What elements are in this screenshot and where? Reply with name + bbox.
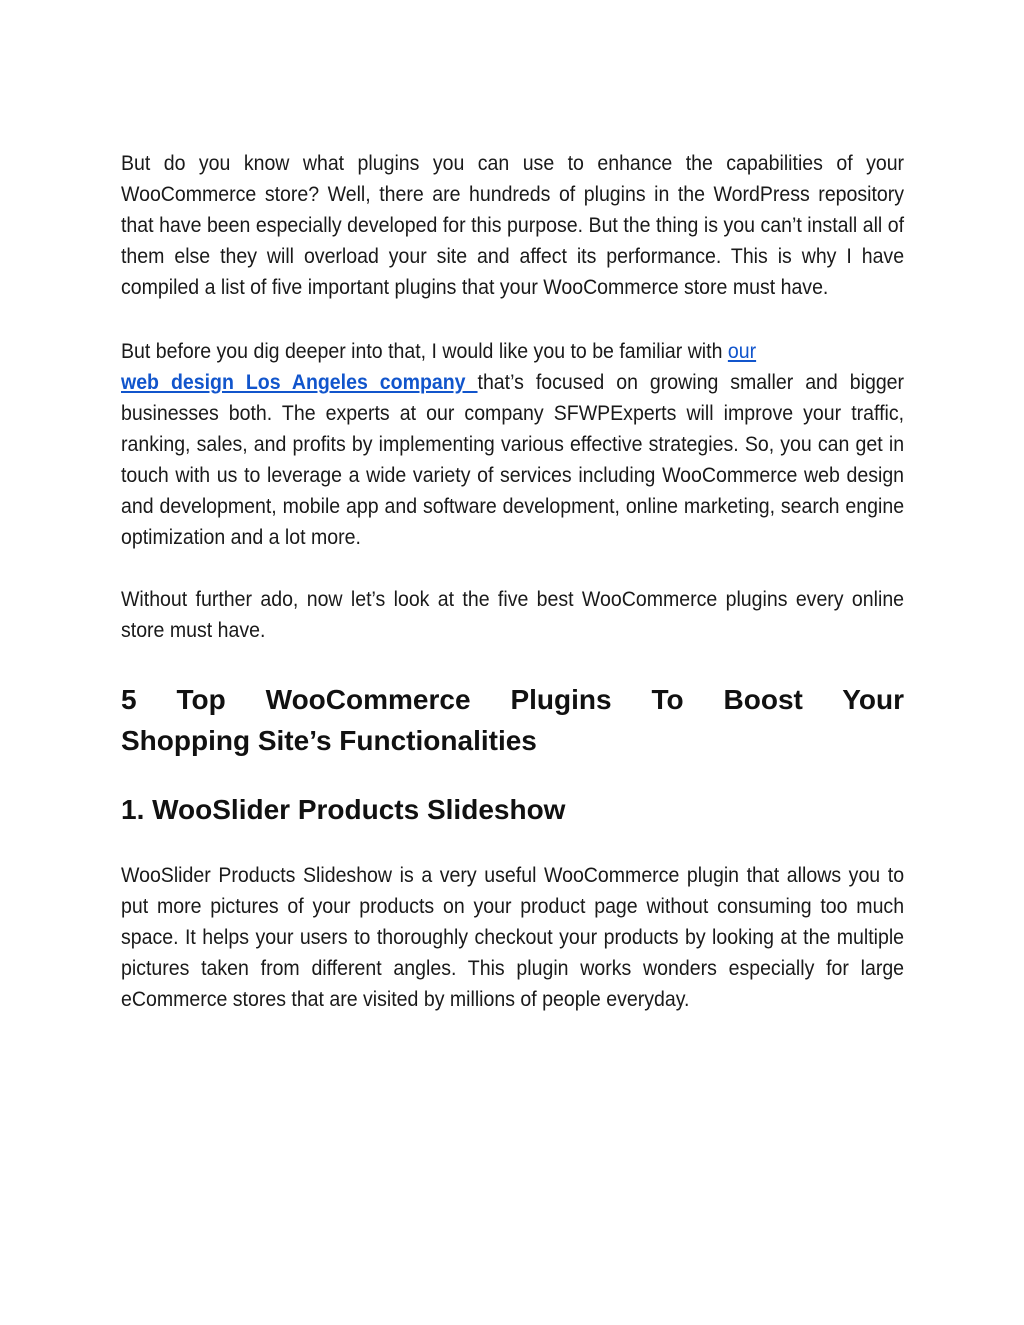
document-page — [121, 148, 904, 1015]
section-heading: 1. WooSlider Products Slideshow — [121, 794, 566, 825]
main-heading-line-2: Shopping Site’s Functionalities — [121, 725, 537, 756]
company-link-our[interactable]: our — [727, 340, 757, 363]
company-paragraph-tail: that’s focused on growing smaller and bigger businesses both. The experts at our company SFWPExperts will improve your traffic, ranking, sales, and profits by implementing various effective strategies. So, you can get in touch with us to leverage a wide variety of services including WooCommerce web design and development, mobile app and software development, online marketing, search engine optimization and a lot more. — [121, 371, 905, 549]
transition-paragraph: Without further ado, now let’s look at the five best WooCommerce plugins every online store must have. — [121, 588, 905, 642]
section-body-paragraph: WooSlider Products Slideshow is a very useful WooCommerce plugin that allows you to put more pictures of your products on your product page without consuming too much space. It helps your users to thoroughly checkout your products by looking at the multiple pictures taken from different angles. This plugin works wonders especially for large eCommerce stores that are visited by millions of people everyday. — [121, 864, 905, 1011]
company-link[interactable]: web design Los Angeles company — [121, 371, 478, 394]
main-heading — [121, 679, 904, 761]
company-paragraph-lead: But before you dig deeper into that, I would like you to be familiar with — [121, 340, 728, 363]
company-paragraph — [121, 336, 904, 553]
intro-paragraph: But do you know what plugins you can use to enhance the capabilities of your WooCommerce store? Well, there are hundreds of plugins in the WordPress repository that have been especially developed for this purpose. But the thing is you can’t install all of them else they will overload your site and affect its performance. This is why I have compiled a list of five important plugins that your WooCommerce store must have. — [121, 152, 905, 299]
main-heading-line-1: 5 Top WooCommerce Plugins To Boost Your — [121, 684, 904, 715]
